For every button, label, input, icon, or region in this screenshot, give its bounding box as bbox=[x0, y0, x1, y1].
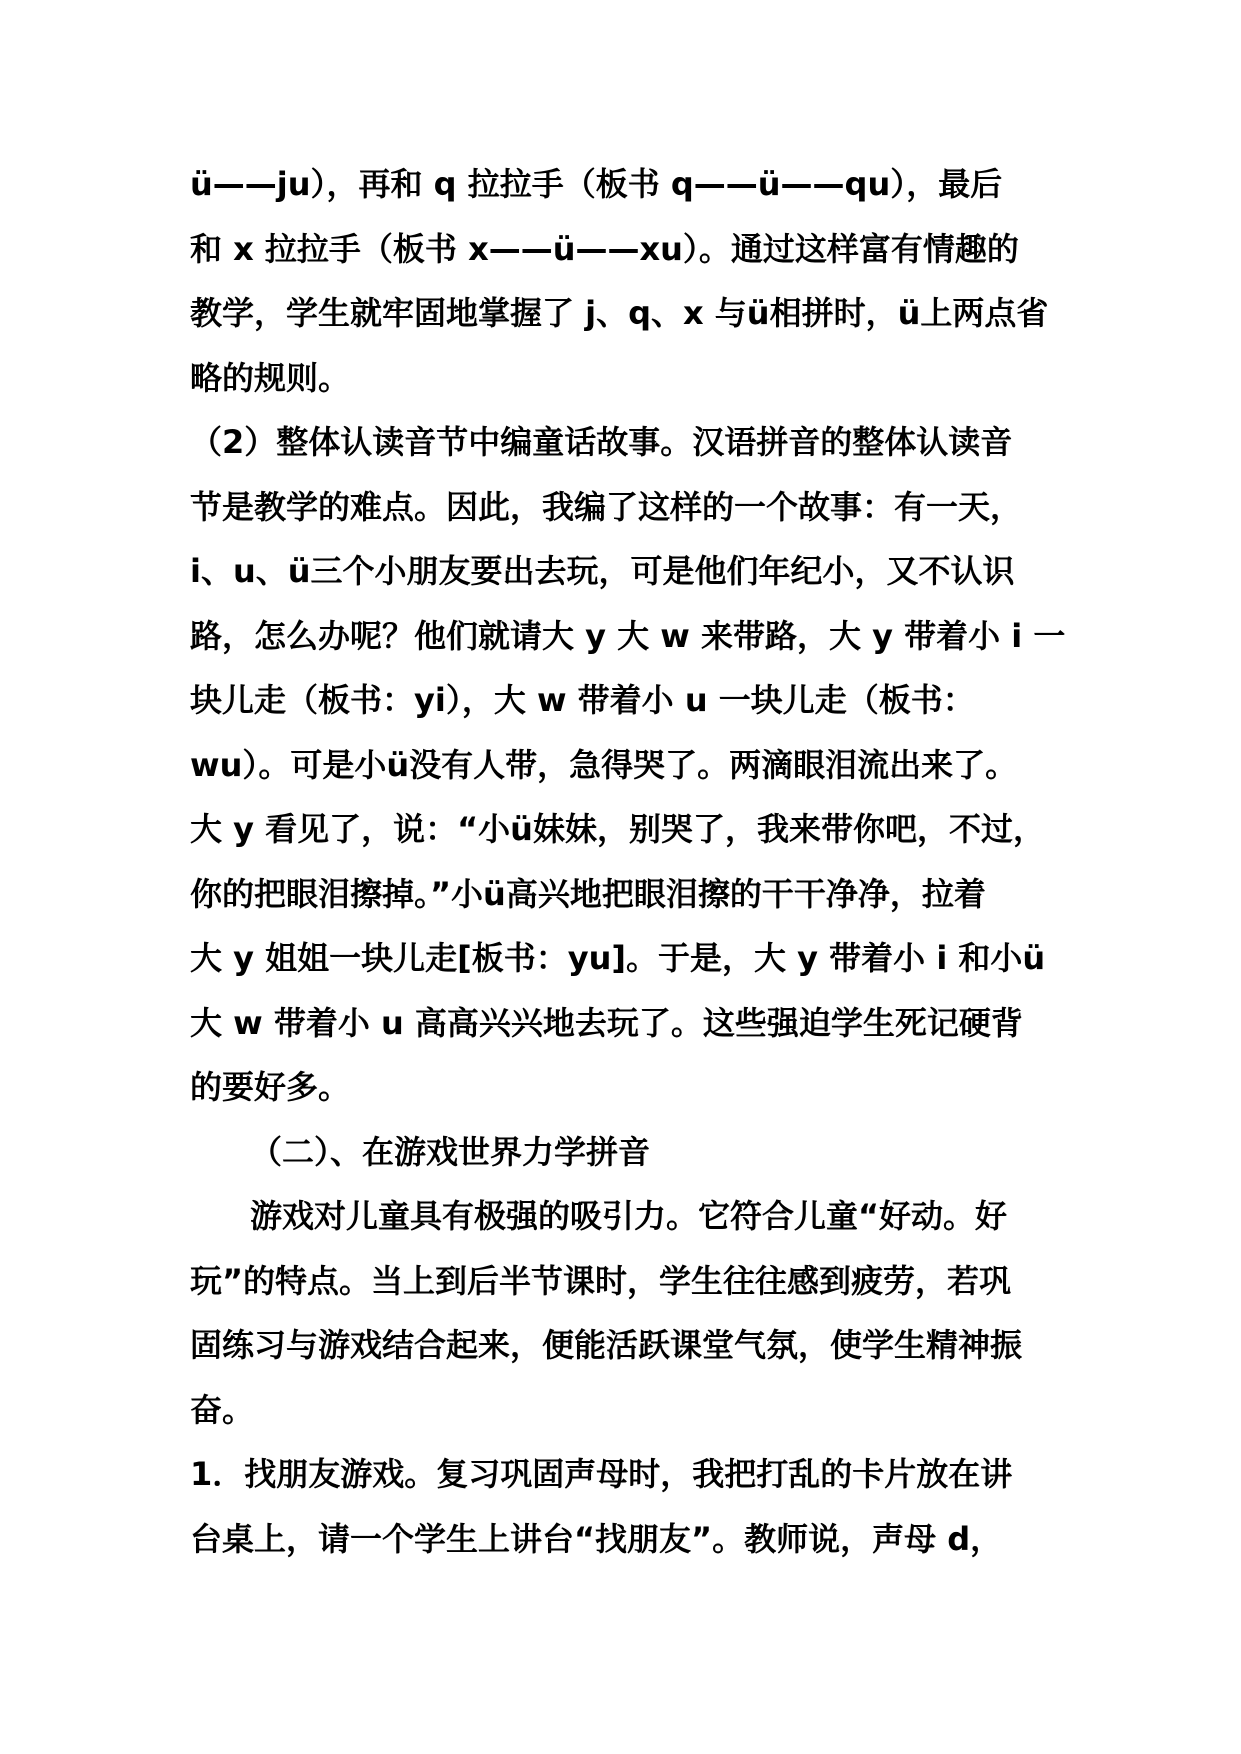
text-line: 和 x 拉拉手（板书 x——ü——xu）。通过这样富有情趣的 bbox=[190, 229, 1019, 268]
document-body bbox=[190, 152, 1070, 1571]
text-line: 台桌上，请一个学生上讲台“找朋友”。教师说，声母 d， bbox=[190, 1519, 1003, 1558]
text-line: 奋。 bbox=[190, 1390, 255, 1429]
text-line: 大 y 姐姐一块儿走[板书：yu]。于是，大 y 带着小 i 和小ü bbox=[190, 939, 1046, 977]
text-line: wu）。可是小ü没有人带，急得哭了。两滴眼泪流出来了。 bbox=[190, 745, 1018, 784]
text-line: ü——ju），再和 q 拉拉手（板书 q——ü——qu），最后 bbox=[190, 165, 1003, 203]
text-line: i、u、ü三个小朋友要出去玩，可是他们年纪小，又不认识 bbox=[190, 552, 1015, 590]
text-line: （2）整体认读音节中编童话故事。汉语拼音的整体认读音 bbox=[190, 423, 1013, 461]
text-line: 教学，学生就牢固地掌握了 j、q、x 与ü相拼时，ü上两点省 bbox=[190, 294, 1049, 332]
text-line: 大 y 看见了，说：“小ü妹妹，别哭了，我来带你吧，不过， bbox=[190, 810, 1045, 848]
text-line: 路，怎么办呢？他们就请大 y 大 w 来带路，大 y 带着小 i 一 bbox=[190, 616, 1066, 655]
text-line: 的要好多。 bbox=[190, 1068, 351, 1106]
text-line: 玩”的特点。当上到后半节课时，学生往往感到疲劳，若巩 bbox=[190, 1261, 1012, 1300]
text-line: 节是教学的难点。因此，我编了这样的一个故事：有一天， bbox=[190, 487, 1023, 526]
text-line: 你的把眼泪擦掉。”小ü高兴地把眼泪擦的干干净净，拉着 bbox=[190, 874, 986, 913]
text-line: 略的规则。 bbox=[190, 358, 351, 397]
text-line: 大 w 带着小 u 高高兴兴地去玩了。这些强迫学生死记硬背 bbox=[190, 1003, 1023, 1042]
text-line: 游戏对儿童具有极强的吸引力。它符合儿童“好动。好 bbox=[250, 1197, 1008, 1235]
text-line: 1．找朋友游戏。复习巩固声母时，我把打乱的卡片放在讲 bbox=[190, 1455, 1013, 1493]
text-line: 块儿走（板书：yi），大 w 带着小 u 一块儿走（板书： bbox=[190, 681, 975, 719]
text-line: 固练习与游戏结合起来，便能活跃课堂气氛，使学生精神振 bbox=[190, 1326, 1023, 1364]
section-heading: （二）、在游戏世界力学拼音 bbox=[250, 1132, 651, 1171]
